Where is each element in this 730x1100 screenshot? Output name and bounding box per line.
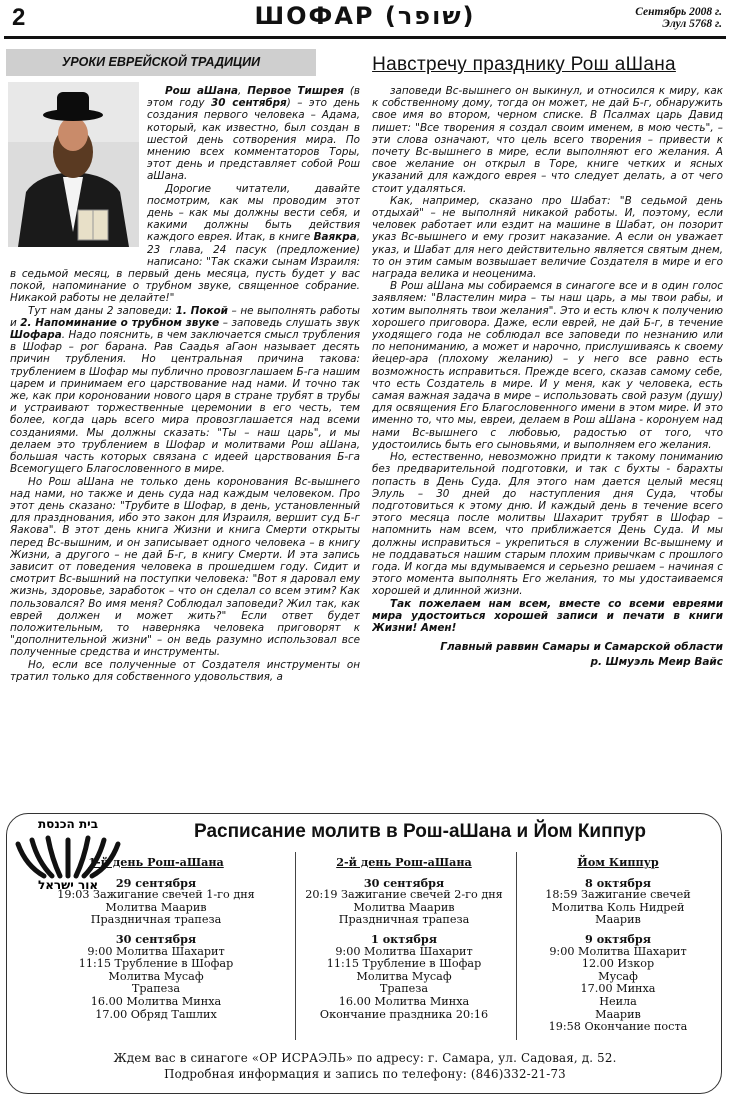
text-segment: , 23 глава, 24 пасук (предложение) написано: "Так скажи сынам Израиля: в седьмой месяц, в первый день месяца, пусть будет у вас покой, напоминание о трубном звуке, священное собрание. Никакой работы не делайте!" bbox=[10, 231, 360, 305]
schedule-item: Молитва Маарив bbox=[353, 900, 455, 914]
text-segment: Шофара bbox=[10, 329, 62, 342]
schedule-column-heading: Йом Киппур bbox=[577, 855, 659, 869]
article-paragraph bbox=[10, 476, 360, 659]
logo-text-top: בית הכנסת bbox=[37, 817, 99, 831]
article-signature bbox=[372, 640, 723, 670]
text-segment: Так пожелаем нам всем, вместе со всеми евреями мира удостоиться хорошей записи и печати в книги Жизни! Амен! bbox=[372, 597, 723, 634]
schedule-item: Мусаф bbox=[598, 969, 638, 983]
article-column-right bbox=[372, 85, 723, 805]
contact-phone: Подробная информация и запись по телефону: (846)332-21-73 bbox=[164, 1067, 566, 1081]
article-paragraph bbox=[372, 195, 723, 280]
schedule-item: Молитва Мусаф bbox=[356, 969, 452, 983]
schedule-item: Молитва Мусаф bbox=[108, 969, 204, 983]
text-segment: Как, например, сказано про Шабат: "В седьмой день отдыхай" – не выполняй никакой работы. И, поэтому, если человек работает или ездит на машине в Шабат, он позорит указ Вс-вышнего и ему грозит наказание. А если он уважает указ, и Шабат для него действительно является святым днем, то он этим самым возвышает величие Создателя в мире и его награда велика и неоценима. bbox=[372, 194, 723, 281]
schedule-item: 19:58 Окончание поста bbox=[548, 1020, 688, 1034]
article-column-left bbox=[10, 85, 360, 805]
text-segment: Ваякра bbox=[313, 231, 357, 244]
schedule-item: Неила bbox=[599, 994, 637, 1008]
text-segment: Тут нам даны 2 заповеди: bbox=[28, 304, 176, 317]
article-paragraph bbox=[10, 305, 360, 476]
article-paragraph bbox=[372, 451, 723, 597]
schedule-item: 20:19 Зажигание свечей 2-го дня bbox=[305, 888, 503, 902]
schedule-item: Молитва Коль Нидрей bbox=[551, 900, 685, 914]
schedule-date: 8 октября bbox=[585, 875, 651, 890]
signature-title: Главный раввин Самары и Самарской области bbox=[440, 641, 723, 654]
date-hebrew: Элул 5768 г. bbox=[662, 18, 722, 30]
schedule-column-yom-kippur bbox=[520, 856, 716, 1034]
schedule-date: 30 сентября bbox=[363, 875, 445, 890]
text-segment: – не выполнять работы и bbox=[10, 304, 360, 329]
schedule-item: 17.00 Обряд Ташлих bbox=[95, 1007, 217, 1021]
page-header bbox=[0, 0, 730, 40]
text-segment: Дорогие читатели, давайте посмотрим, как мы проводим этот день – как мы должны вести себя, и какими должны быть действия каждого еврея. Итак, в книге bbox=[147, 182, 360, 244]
newspaper-masthead: ШОФАР (שופר) bbox=[254, 2, 476, 30]
schedule-item: Маарив bbox=[595, 1007, 641, 1021]
text-segment: Рош аШана bbox=[165, 85, 239, 97]
schedule-item: Праздничная трапеза bbox=[338, 913, 470, 927]
article-paragraph bbox=[372, 280, 723, 451]
schedule-item: 11:15 Трубление в Шофар bbox=[326, 957, 482, 971]
article-title: Навстречу празднику Рош аШана bbox=[372, 54, 676, 75]
text-segment: , bbox=[238, 85, 248, 97]
schedule-item: 18:59 Зажигание свечей bbox=[545, 888, 691, 902]
schedule-item: Трапеза bbox=[131, 982, 181, 996]
schedule-item: 17.00 Минха bbox=[580, 982, 656, 996]
text-segment: ) – это день создания первого человека – Адама, который, как известно, был создан в шестой день сотворения мира. По мнению всех комментаторов Торы, этот день и представляет собой Рош аШана. bbox=[147, 97, 360, 183]
text-segment: (в этом году bbox=[147, 85, 360, 110]
schedule-item: 9:00 Молитва Шахарит bbox=[87, 944, 225, 958]
header-rule bbox=[4, 36, 726, 39]
logo-text-bottom: אור ישראל bbox=[37, 878, 99, 892]
schedule-item: 12.00 Изкор bbox=[581, 957, 655, 971]
schedule-item: Окончание праздника 20:16 bbox=[319, 1007, 489, 1021]
schedule-date: 29 сентября bbox=[115, 875, 197, 890]
schedule-item: 19:03 Зажигание свечей 1-го дня bbox=[57, 888, 255, 902]
schedule-item: 16.00 Молитва Минха bbox=[90, 994, 222, 1008]
schedule-title: Расписание молитв в Рош-аШана и Йом Киппур bbox=[194, 821, 646, 842]
schedule-item: Молитва Маарив bbox=[105, 900, 207, 914]
signature-name: р. Шмуэль Меир Вайс bbox=[590, 656, 723, 669]
schedule-item: Маарив bbox=[595, 913, 641, 927]
schedule-date: 9 октября bbox=[585, 931, 651, 946]
schedule-item: 16.00 Молитва Минха bbox=[338, 994, 470, 1008]
text-segment: 1. Покой bbox=[175, 304, 228, 317]
schedule-item: Праздничная трапеза bbox=[90, 913, 222, 927]
schedule-date: 30 сентября bbox=[115, 931, 197, 946]
schedule-item: 11:15 Трубление в Шофар bbox=[78, 957, 234, 971]
text-segment: Но Рош аШана не только день коронования Вс-вышнего над нами, но также и день суда над каждым человеком. Про этот день сказано: "Трубите в Шофар, в день, установленный для празднования, ибо это закон для Израиля, вершит суд Б-г Яакова". В этот день книга Жизни и книга Смерти открыты перед Вс-вышним, и он записывает одного человека – в книгу Жизни, а другого – не дай Б-г, в книгу Смерти. И эта запись зависит от поведения человека в прошедшем году. Сидит и смотрит Вс-вышний на поступки человека: "Вот я даровал ему жизнь, здоровье, заработок – что он сделал со всем этим? Как пользовался? Во имя меня? Соблюдал заповеди? Жил так, как еврей должен и может жить?" Если ответ будет положительным, то наверняка человека приговорят к "дополнительной жизни" – он ведь разумно использовал все полученные средства и инструменты. bbox=[10, 475, 360, 659]
synagogue-address: Ждем вас в синагоге «ОР ИСРАЭЛЬ» по адресу: г. Самара, ул. Садовая, д. 52. bbox=[113, 1051, 617, 1065]
schedule-column-rosh-hashana-day2 bbox=[297, 856, 511, 1021]
date-gregorian: Сентябрь 2008 г. bbox=[635, 6, 722, 18]
schedule-item: 9:00 Молитва Шахарит bbox=[549, 944, 687, 958]
page-number: 2 bbox=[12, 4, 26, 31]
schedule-column-heading: 2-й день Рош-аШана bbox=[336, 855, 472, 869]
schedule-column-heading: 1-й день Рош-аШана bbox=[88, 855, 224, 869]
text-segment: 30 сентября bbox=[211, 97, 287, 110]
schedule-column-rosh-hashana-day1 bbox=[22, 856, 290, 1021]
article-paragraph bbox=[10, 659, 360, 683]
text-segment: В Рош аШана мы собираемся в синагоге все и в один голос заявляем: "Властелин мира – ты наш царь, а мы твои рабы, и хотим выполнять твои желания". Это и есть ключ к получению хорошего приговора. Даже, если еврей, не дай Б-г, в течение уходящего года не соблюдал все заповеди по незнанию или по непониманию, а может и нарочно, прислушиваясь к своему йецер-ара (плохому желанию) – у него все равно есть возможность исправиться. Прежде всего, сказав самому себе, что есть Создатель в мире. И у меня, как у человека, есть самая важная задача в мире – использовать свой разум (душу) для освящения Его Благословенного имени в этом мире. И это именно то, что мы, евреи, делаем в Рош аШана - коронуем над нами Вс-вышнего с любовью, радостью от того, что удостоились быть его сыновьями, и выполняем его желания. bbox=[372, 280, 723, 451]
section-label: УРОКИ ЕВРЕЙСКОЙ ТРАДИЦИИ bbox=[6, 49, 316, 76]
text-segment: заповеди Вс-вышнего он выкинул, и относился к миру, как к собственному дому, тогда он может, не дай Б-г, обнаружить свое имя во втором, черном списке. В Псалмах царь Давид пишет: "Все творения я создал своим именем, в мою честь", – эти слова означают, что цель всего творения – привести к почету Вс-вышнего в мире, если выполняют его желания. А свое желание он открыл в Торе, книге четких и ясных указаний для каждого еврея – что следует делать, а от чего стоит удаляться. bbox=[372, 85, 723, 195]
schedule-footer bbox=[10, 1050, 720, 1082]
photo-wrap-space bbox=[10, 85, 147, 260]
text-segment: Но, если все полученные от Создателя инструменты он тратил только для собственного удовольствия, а bbox=[10, 658, 360, 683]
text-segment: – заповедь слушать звук bbox=[219, 316, 360, 329]
article-paragraph bbox=[372, 598, 723, 635]
text-segment: Первое Тишрея bbox=[247, 85, 344, 97]
article-paragraph bbox=[372, 85, 723, 195]
text-segment: . Надо пояснить, в чем заключается смысл трубления в Шофар – рог барана. Рав Саадья аГаон называет десять причин трубления. Но центральная причина такова: трублением в Шофар мы публично провозглашаем Б-га нашим царем и принимаем его царствование над нами. И точно так же, как при короновании нового царя в стране трубят в трубы и устраивают торжественные церемонии в его честь, тем более, когда царь всего мира провозглашается над всеми созданиями. Мы должны сказать: "Ты – наш царь", и мы делаем это трублением в Шофар и молитвами Рош аШана, большая часть которых связана с идеей царствования Б-га Всемогущего Благословенного в мире. bbox=[10, 329, 360, 476]
text-segment: 2. Напоминание о трубном звуке bbox=[20, 316, 220, 329]
schedule-item: 9:00 Молитва Шахарит bbox=[335, 944, 473, 958]
issue-dates bbox=[635, 6, 722, 30]
schedule-item: Трапеза bbox=[379, 982, 429, 996]
schedule-date: 1 октября bbox=[371, 931, 437, 946]
column-divider bbox=[516, 852, 517, 1040]
column-divider bbox=[295, 852, 296, 1040]
text-segment: Но, естественно, невозможно придти к такому пониманию без предварительной подготовки, и так с бухты - барахты попасть в День Суда. Для этого нам дается целый месяц Элуль – 30 дней до наступления дня Суда, чтобы подготовиться к этому дню. И каждый день в течение всего этого месяца после молитвы Шахарит трубят в Шофар – напомнить нам всем, что приближается День Суда. И мы должны исправиться – укрепиться в служении Вс-вышнему и не поддаваться нашим старым плохим привычкам с прошлого года. И когда мы вдумываемся и серьезно решаем – начиная с этого момента выполнять Его желания, то мы удостаиваемся хорошей и длинной жизни. bbox=[372, 451, 723, 598]
